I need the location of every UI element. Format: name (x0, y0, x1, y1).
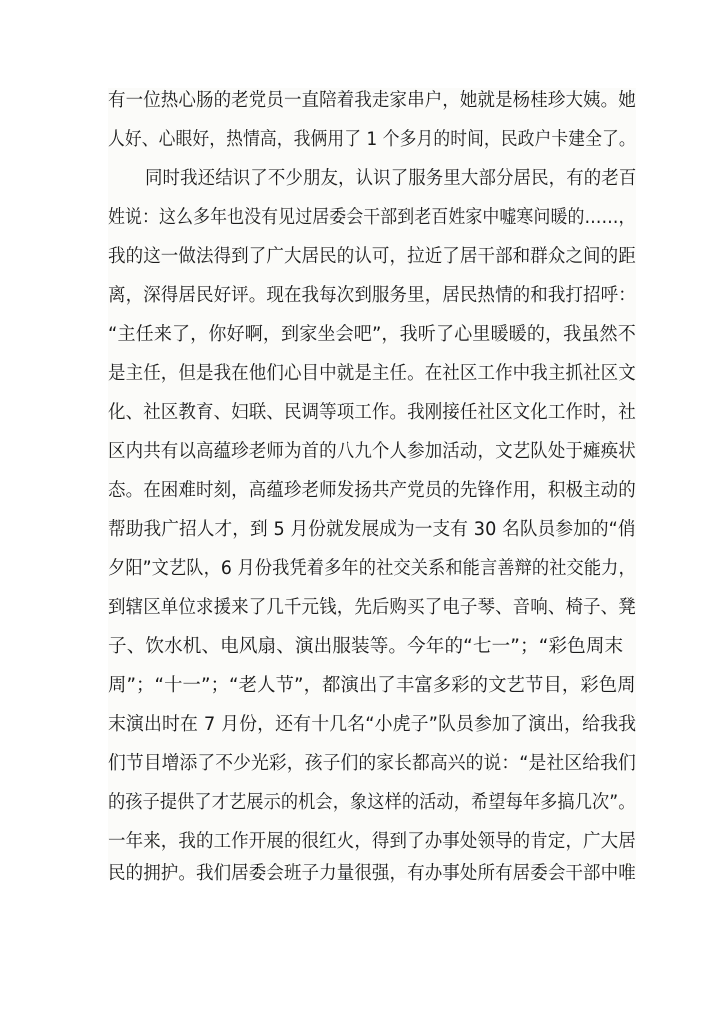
text-line: 是主任，但是我在他们心目中就是主任。在社区工作中我主抓社区文 (108, 363, 636, 384)
text-line: 末演出时在 7 月份，还有十几名“小虎子”队员参加了演出，给我我 (108, 714, 637, 735)
text-line: 区内共有以高蕴珍老师为首的八九个人参加活动，文艺队处于瘫痪状 (108, 441, 636, 462)
text-line: 的孩子提供了才艺展示的机会，象这样的活动，希望每年多搞几次”。 (108, 792, 636, 813)
text-line: 化、社区教育、妇联、民调等项工作。我刚接任社区文化工作时，社 (108, 402, 636, 423)
text-line: 子、饮水机、电风扇、演出服装等。今年的“七一”；“彩色周末 (108, 636, 624, 657)
text-line: 们节目增添了不少光彩，孩子们的家长都高兴的说：“是社区给我们 (108, 753, 636, 774)
text-line: 同时我还结识了不少朋友，认识了服务里大部分居民，有的老百 (145, 168, 637, 189)
text-line: 有一位热心肠的老党员一直陪着我走家串户，她就是杨桂珍大姨。她 (108, 90, 636, 111)
text-line: 态。在困难时刻，高蕴珍老师发扬共产党员的先锋作用，积极主动的 (108, 480, 636, 501)
text-line: “主任来了，你好啊，到家坐会吧”，我听了心里暖暖的，我虽然不 (108, 324, 636, 345)
text-line: 夕阳”文艺队，6 月份我凭着多年的社交关系和能言善辩的社交能力， (108, 558, 636, 579)
text-line: 民的拥护。我们居委会班子力量很强，有办事处所有居委会干部中唯 (108, 863, 636, 884)
text-line: 周”；“十一”；“老人节”，都演出了丰富多彩的文艺节目，彩色周 (108, 675, 636, 696)
text-line: 离，深得居民好评。现在我每次到服务里，居民热情的和我打招呼： (108, 285, 636, 306)
text-line: 一年来，我的工作开展的很红火，得到了办事处领导的肯定，广大居 (108, 831, 636, 852)
text-line: 帮助我广招人才，到 5 月份就发展成为一支有 30 名队员参加的“俏 (108, 519, 636, 540)
text-line: 姓说：这么多年也没有见过居委会干部到老百姓家中嘘寒问暖的……， (108, 207, 636, 228)
text-line: 到辖区单位求援来了几千元钱，先后购买了电子琴、音响、椅子、凳 (108, 597, 636, 618)
text-line: 人好、心眼好，热情高，我俩用了 1 个多月的时间，民政户卡建全了。 (108, 129, 636, 150)
body-text (108, 88, 637, 884)
text-line: 我的这一做法得到了广大居民的认可，拉近了居干部和群众之间的距 (108, 246, 636, 267)
